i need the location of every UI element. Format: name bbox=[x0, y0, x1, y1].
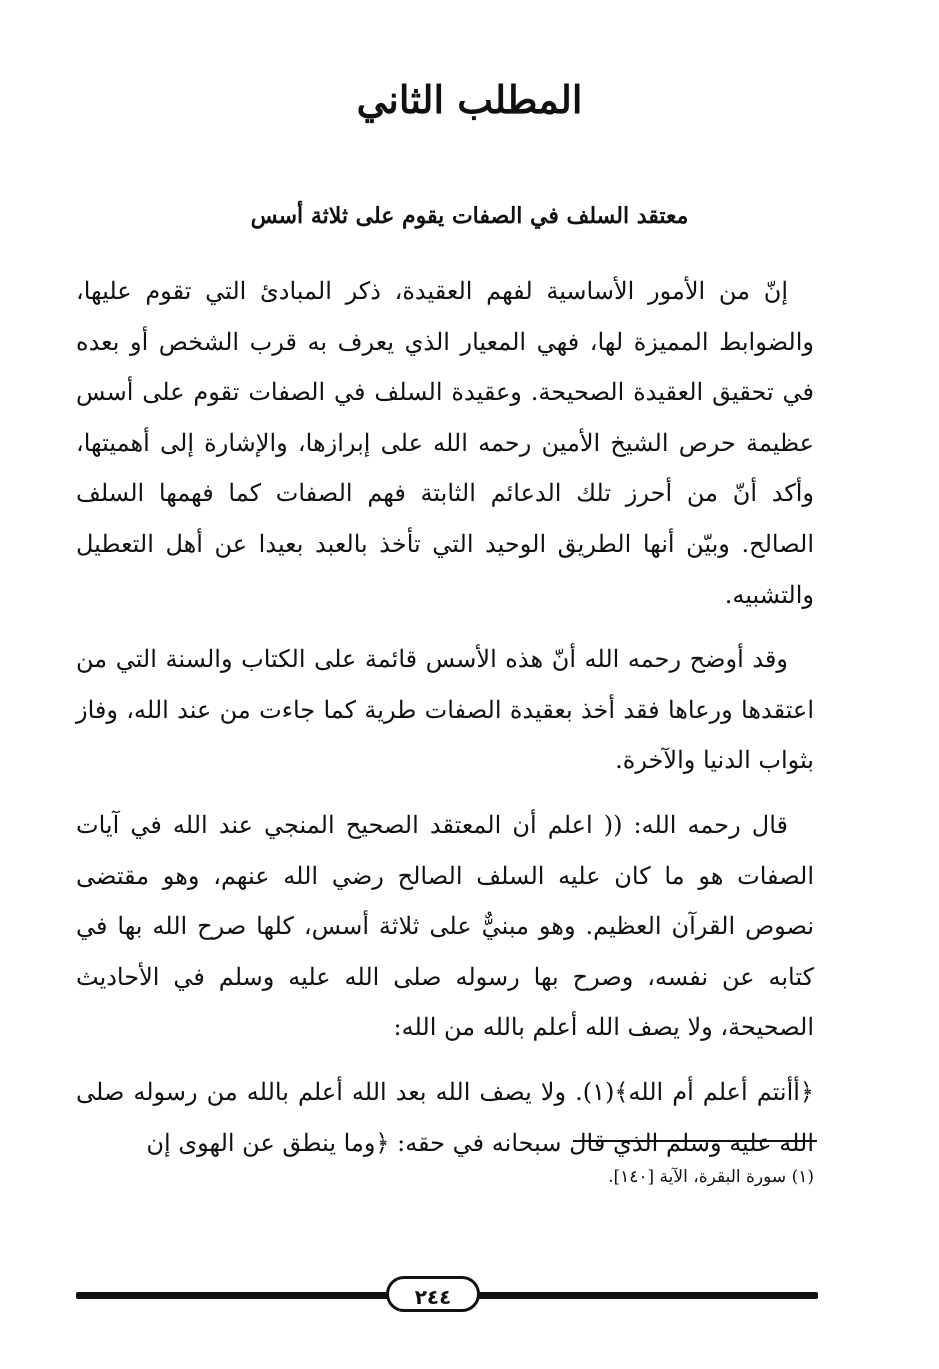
body-text bbox=[76, 266, 814, 1182]
paragraph-quran-verse: ﴿أأنتم أعلم أم الله﴾(١). ولا يصف الله بعد الله أعلم بالله من رسوله صلى الله عليه وسلم الذي قال سبحانه في حقه: ﴿وما ينطق عن الهوى إن bbox=[76, 1077, 814, 1157]
footnote-divider bbox=[573, 1140, 817, 1142]
page-number: ٢٤٤ bbox=[386, 1276, 480, 1312]
section-heading: المطلب الثاني bbox=[356, 77, 583, 122]
paragraph-introduction: إنّ من الأمور الأساسية لفهم العقيدة، ذكر المبادئ التي تقوم عليها، والضوابط المميزة لها، فهي المعيار الذي يعرف به قرب الشخص أو بعده في تحقيق العقيدة الصحيحة. وعقيدة السلف في الصفات تقوم على أسس عظيمة حرص الشيخ الأمين رحمه الله على إبرازها، والإشارة إلى أهميتها، وأكد أنّ من أحرز تلك الدعائم الثابتة فهم الصفات كما فهمها السلف الصالح. وبيّن أنها الطريق الوحيد التي تأخذ بالعبد بعيدا عن أهل التعطيل والتشبيه. bbox=[76, 277, 814, 609]
paragraph-explanation: وقد أوضح رحمه الله أنّ هذه الأسس قائمة على الكتاب والسنة التي من اعتقدها ورعاها فقد أخذ بعقيدة الصفات طرية كما جاءت من عند الله، وفاز بثواب الدنيا والآخرة. bbox=[76, 645, 814, 775]
section-subheading: معتقد السلف في الصفات يقوم على ثلاثة أسس bbox=[250, 203, 689, 229]
footnote: (١) سورة البقرة، الآية [١٤٠]. bbox=[608, 1167, 814, 1187]
paragraph-quotation: قال رحمه الله: (( اعلم أن المعتقد الصحيح المنجي عند الله في آيات الصفات هو ما كان عليه السلف الصالح رضي الله عنهم، وهو مقتضى نصوص القرآن العظيم. وهو مبنيٌّ على ثلاثة أسس، كلها صرح الله بها في كتابه عن نفسه، وصرح بها رسوله صلى الله عليه وسلم في الأحاديث الصحيحة، ولا يصف الله أعلم بالله من الله: bbox=[76, 810, 814, 1042]
